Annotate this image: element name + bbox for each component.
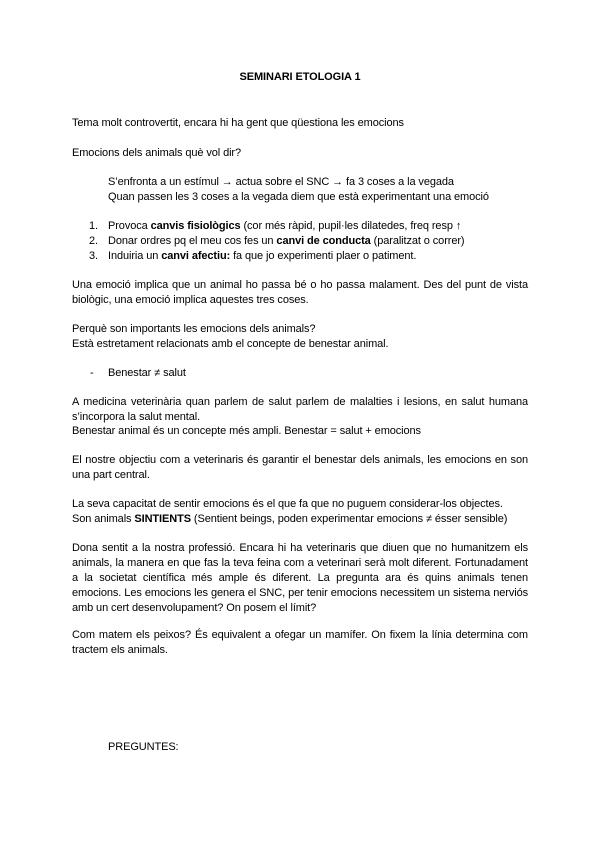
numbered-list <box>72 219 532 264</box>
list-text: (cor més ràpid, pupil·les dilatedes, freq resp ↑ <box>240 220 462 232</box>
answer-importance: Està estretament relacionats amb el concepte de benestar animal. <box>72 338 389 350</box>
paragraph-fish: Com matem els peixos? És equivalent a ofegar un mamífer. On fixem la línia determina com tractem els animals. <box>72 629 528 656</box>
sentient-text: Son animals <box>72 513 135 525</box>
list-bold-text: canvi de conducta <box>276 235 371 247</box>
indented-line-stimulus: S’enfronta a un estímul → actua sobre el SNC → fa 3 coses a la vegada <box>108 176 454 188</box>
question-emotions-meaning: Emocions dels animals què vol dir? <box>72 147 242 159</box>
list-text: fa que jo experimenti plaer o patiment. <box>230 250 417 262</box>
paragraph-emotion-definition: Una emoció implica que un animal ho passa bé o ho passa malament. Des del punt de vista biològic, una emoció implica aquestes tres coses. <box>72 279 528 306</box>
list-number: 1. <box>89 220 98 232</box>
list-text: Induiria un <box>108 250 162 262</box>
intro-paragraph: Tema molt controvertit, encara hi ha gent que qüestiona les emocions <box>72 117 404 129</box>
list-text: Donar ordres pq el meu cos fes un <box>108 235 277 247</box>
list-item <box>72 249 532 264</box>
paragraph-sentient <box>72 512 528 527</box>
paragraph-profession-meaning: Dona sentit a la nostra professió. Encara hi ha veterinaris que diuen que no humanitzem els animals, la manera en que fas la teva feina com a veterinari serà molt diferent. Fortunadament a la societat científica més ample és diferent. La pregunta ara és quins animals tenen emocions. Les emocions les genera el SNC, per tenir emocions necessitem un sistema nerviós amb un cert desenvolupament? On posem el límit? <box>72 542 528 614</box>
list-text: (paralitzat o correr) <box>370 235 465 247</box>
paragraph-veterinary-health: A medicina veterinària quan parlem de salut parlem de malalties i lesions, en salut humana s’incorpora la salut mental. <box>72 396 528 423</box>
list-text: Provoca <box>108 220 151 232</box>
questions-heading: PREGUNTES: <box>108 741 179 753</box>
list-number: 2. <box>89 235 98 247</box>
question-importance: Perquè son importants les emocions dels animals? <box>72 323 316 335</box>
list-number: 3. <box>89 250 98 262</box>
paragraph-capacity: La seva capacitat de sentir emocions és el que fa que no puguem considerar-los objectes. <box>72 498 503 510</box>
bullet-dash: - <box>90 367 94 379</box>
list-bold-text: canvis fisiològics <box>150 220 241 232</box>
list-item <box>72 234 532 249</box>
indented-line-emotion: Quan passen les 3 coses a la vegada diem que està experimentant una emoció <box>108 191 489 203</box>
list-item <box>72 219 532 234</box>
bullet-wellbeing-not-health: Benestar ≠ salut <box>108 367 186 379</box>
sentient-text: (Sentient beings, poden experimentar emocions ≠ ésser sensible) <box>190 513 508 525</box>
document-title: SEMINARI ETOLOGIA 1 <box>239 71 361 83</box>
paragraph-wellbeing-formula: Benestar animal és un concepte més ampli. Benestar = salut + emocions <box>72 425 421 437</box>
list-bold-text: canvi afectiu: <box>161 250 231 262</box>
paragraph-objective: El nostre objectiu com a veterinaris és garantir el benestar dels animals, les emocions en son una part central. <box>72 454 528 481</box>
sentient-bold-text: SINTIENTS <box>134 513 191 525</box>
